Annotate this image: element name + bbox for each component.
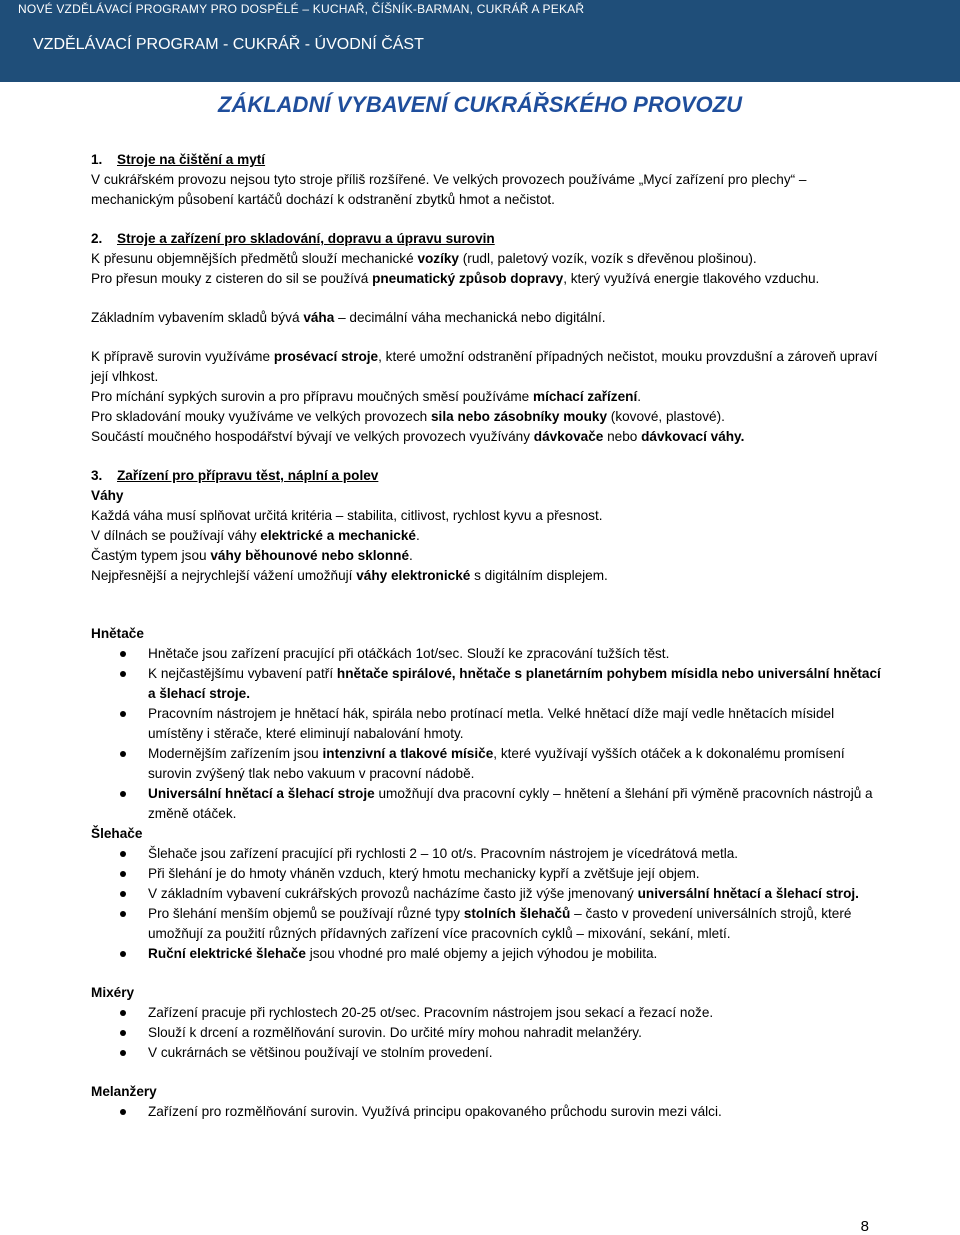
bullet-icon: [120, 1050, 126, 1056]
bullet-icon: [120, 671, 126, 677]
header-program-line: NOVÉ VZDĚLÁVACÍ PROGRAMY PRO DOSPĚLÉ – KUCHAŘ, ČÍŠNÍK-BARMAN, CUKRÁŘ A PEKAŘ: [18, 2, 585, 16]
list-item: K nejčastějšímu vybavení patří hnětače spirálové, hnětače s planetárním pohybem mísidla nebo universální hnětací a šlehací stroje.: [91, 664, 881, 704]
section-2-paragraph: K přípravě surovin využíváme prosévací stroje, které umožní odstranění případných nečistot, mouku provzdušní a zároveň upraví její vlhkost.: [91, 349, 878, 384]
section-2-paragraph: Základním vybavením skladů bývá váha – decimální váha mechanická nebo digitální.: [91, 310, 606, 325]
bullet-icon: [120, 791, 126, 797]
list-item: Hnětače jsou zařízení pracující při otáčkách 1ot/sec. Slouží ke zpracování tužších těst.: [91, 644, 881, 664]
section-2-paragraph: Pro míchání sypkých surovin a pro přípravu moučných směsí používáme míchací zařízení.: [91, 389, 642, 404]
page-title: ZÁKLADNÍ VYBAVENÍ CUKRÁŘSKÉHO PROVOZU: [218, 92, 742, 117]
section-1-title: Stroje na čištění a mytí: [117, 152, 266, 167]
header-subtitle: VZDĚLÁVACÍ PROGRAM - CUKRÁŘ - ÚVODNÍ ČÁST: [33, 36, 424, 53]
document-body: [91, 150, 881, 1122]
vahy-paragraph: Každá váha musí splňovat určitá kritéria – stabilita, citlivost, rychlost kyvu a přesnost.: [91, 508, 603, 523]
section-3-number: 3.: [91, 468, 103, 483]
mixery-heading: Mixéry: [91, 985, 135, 1000]
list-item: Pro šlehání menším objemů se používají různé typy stolních šlehačů – často v provedení universálních strojů, které umožňují za použití různých přídavných zařízení více pracovních cyklů – mixování, sekání, mletí.: [91, 904, 881, 944]
bullet-icon: [120, 1010, 126, 1016]
vahy-paragraph: V dílnách se používají váhy elektrické a mechanické.: [91, 528, 420, 543]
bullet-icon: [120, 1030, 126, 1036]
list-item: V základním vybavení cukrářských provozů nacházíme často již výše jmenovaný universální hnětací a šlehací stroj.: [91, 884, 881, 904]
melanzery-heading: Melanžery: [91, 1084, 157, 1099]
vahy-paragraph: Častým typem jsou váhy běhounové nebo sklonné.: [91, 548, 413, 563]
bullet-icon: [120, 871, 126, 877]
section-2-paragraph: K přesunu objemnějších předmětů slouží mechanické vozíky (rudl, paletový vozík, vozík s dřevěnou plošinou).: [91, 251, 757, 266]
bullet-icon: [120, 651, 126, 657]
melanzery-list: [91, 1102, 881, 1122]
section-1-number: 1.: [91, 152, 103, 167]
list-item: Zařízení pracuje při rychlostech 20-25 ot/sec. Pracovním nástrojem jsou sekací a řezací nože.: [91, 1003, 881, 1023]
section-2-paragraph: Pro skladování mouky využíváme ve velkých provozech sila nebo zásobníky mouky (kovové, plastové).: [91, 409, 725, 424]
section-1-heading: [91, 150, 881, 170]
list-item: Universální hnětací a šlehací stroje umožňují dva pracovní cykly – hnětení a šlehání při výměně pracovních nástrojů a změně otáček.: [91, 784, 881, 824]
vahy-heading: Váhy: [91, 488, 124, 503]
bullet-icon: [120, 751, 126, 757]
bullet-icon: [120, 711, 126, 717]
section-1-text: V cukrářském provozu nejsou tyto stroje příliš rozšířené. Ve velkých provozech používáme „Mycí zařízení pro plechy“ – mechanickým působení kartáčů dochází k odstranění zbytků hmot a nečistot.: [91, 172, 807, 207]
hnetace-list: [91, 644, 881, 824]
section-2-title: Stroje a zařízení pro skladování, dopravu a úpravu surovin: [117, 231, 495, 246]
header-bar: [0, 0, 960, 82]
list-item: Při šlehání je do hmoty vháněn vzduch, který hmotu mechanicky kypří a zvětšuje její objem.: [91, 864, 881, 884]
slehace-heading: Šlehače: [91, 826, 143, 841]
page-number: 8: [860, 1218, 869, 1235]
section-2-number: 2.: [91, 231, 103, 246]
list-item: Pracovním nástrojem je hnětací hák, spirála nebo protínací metla. Velké hnětací díže mají vedle hnětacích mísidel umístěny i stěrače, které eliminují nabalování hmoty.: [91, 704, 881, 744]
vahy-paragraph: Nejpřesnější a nejrychlejší vážení umožňují váhy elektronické s digitálním displejem.: [91, 568, 608, 583]
section-2-paragraph: Pro přesun mouky z cisteren do sil se používá pneumatický způsob dopravy, který využívá energie tlakového vzduchu.: [91, 271, 820, 286]
hnetace-heading: Hnětače: [91, 626, 144, 641]
bullet-icon: [120, 851, 126, 857]
mixery-list: [91, 1003, 881, 1063]
list-item: Slouží k drcení a rozmělňování surovin. Do určité míry mohou nahradit melanžéry.: [91, 1023, 881, 1043]
list-item: Modernějším zařízením jsou intenzivní a tlakové mísiče, které využívají vyšších otáček a k dokonalému promísení surovin zvýšený tlak nebo vakuum v pracovní nádobě.: [91, 744, 881, 784]
bullet-icon: [120, 891, 126, 897]
list-item: Ruční elektrické šlehače jsou vhodné pro malé objemy a jejich výhodou je mobilita.: [91, 944, 881, 964]
bullet-icon: [120, 951, 126, 957]
list-item: V cukrárnách se většinou používají ve stolním provedení.: [91, 1043, 881, 1063]
section-3-heading: [91, 466, 881, 486]
section-2-heading: [91, 229, 881, 249]
section-2-paragraph: Součástí moučného hospodářství bývají ve velkých provozech využívány dávkovače nebo dávkovací váhy.: [91, 429, 745, 444]
bullet-icon: [120, 911, 126, 917]
list-item: Šlehače jsou zařízení pracující při rychlosti 2 – 10 ot/s. Pracovním nástrojem je vícedrátová metla.: [91, 844, 881, 864]
section-3-title: Zařízení pro přípravu těst, náplní a polev: [117, 468, 379, 483]
slehace-list: [91, 844, 881, 964]
list-item: Zařízení pro rozmělňování surovin. Využívá principu opakovaného průchodu surovin mezi válci.: [91, 1102, 881, 1122]
bullet-icon: [120, 1109, 126, 1115]
